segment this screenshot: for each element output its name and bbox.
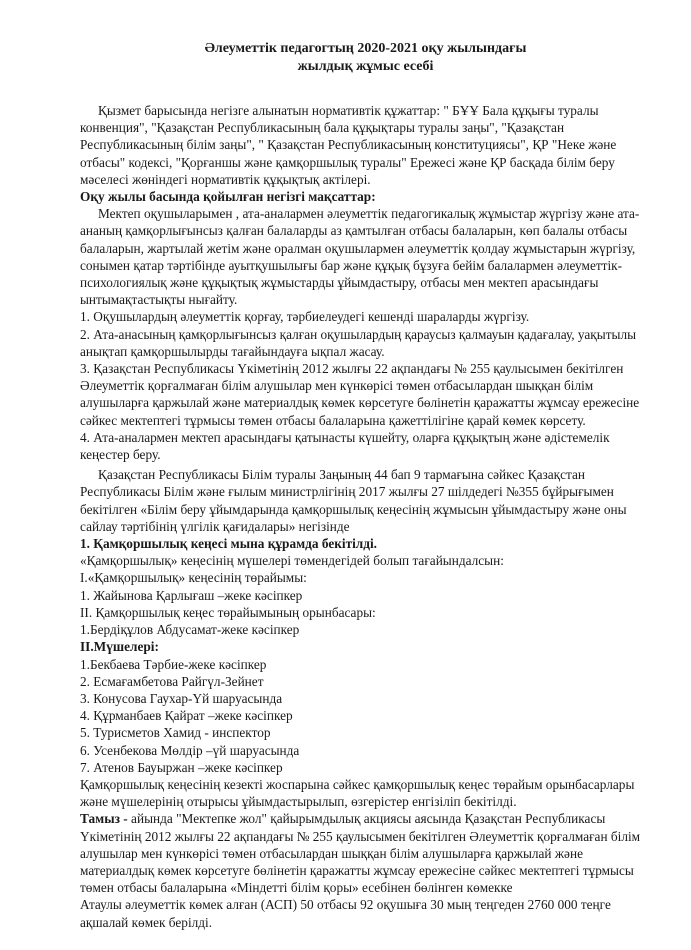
chair-heading: І.«Қамқоршылық» кеңесінің төрайымы: — [80, 570, 307, 586]
plan-paragraph: Қамқоршылық кеңесінің кезекті жоспарына сәйкес қамқоршылық кеңес төрайым орынбасарлары және мүшелерінің отырысы ұйымдастырылып, өзгерістер енгізіліп бекітілді. — [80, 776, 635, 810]
members-heading: ІІ.Мүшелері: — [80, 639, 159, 655]
goal-item-2: 2. Ата-анасының қамқорлығынсыз қалған оқушылардың қараусыз қалмауын қадағалау, уақытылы анықтап қамқоршылырды тағайындауға ықпал жасау. — [80, 326, 637, 359]
member-item-3: 3. Конусова Гаухар-Үй шаруасында — [80, 690, 283, 706]
chair-name: 1. Жайынова Қарлығаш –жеке кәсіпкер — [80, 587, 303, 603]
august-text: айында "Мектепке жол" қайырымдылық акциясы аясында Қазақстан Республикасы Үкіметінің 2012 жылғы 22 ақпандағы № 255 қаулысымен бекітілген Әлеуметтік қорғалмаған білім алушылар мен күнкөрісі төмен отбасылардан шыққан білім алушыларға қаржылай және материалдық көмек көрсетуге бөлінетін қаражатты жұмсау ережесіне сәйкес мектептегі тұрмысы төмен отбасы балаларына «Міндетті білім қоры» есебінен бөлінген көмекке — [80, 811, 641, 896]
title-line-1: Әлеуметтік педагогтың 2020-2021 оқу жылындағы — [204, 41, 527, 56]
goal-item-1: 1. Оқушылардың әлеуметтік қорғау, тәрбиелеудегі кешенді шараларды жүргізу. — [80, 309, 530, 325]
goal-item-4: 4. Ата-аналармен мектеп арасындағы қатынасты күшейту, оларға құқықтың және әдістемелік кеңестер беру. — [80, 429, 610, 463]
deputy-name: 1.Бердіқұлов Абдусамат-жеке кәсіпкер — [80, 622, 300, 638]
member-item-4: 4. Құрманбаев Қайрат –жеке кәсіпкер — [80, 708, 293, 724]
council-heading: 1. Қамқоршылық кеңесі мына құрамда бекітілді. — [80, 536, 378, 552]
goal-item-3: 3. Қазақстан Республикасы Үкіметінің 2012 жылғы 22 ақпандағы № 255 қаулысымен бекітілген Әлеуметтік қорғалмаған білім алушылар мен күнкөрісі төмен отбасылардан шыққан білім алушыларға қаржылай және материалдық көмек көрсетуге бөлінетін қаражатты жұмсау ережесіне сәйкес мектептегі тұрмысы төмен отбасы балаларына қажеттілігіне қарай көмек көрсету. — [80, 361, 640, 428]
member-item-1: 1.Бекбаева Тәрбие-жеке кәсіпкер — [80, 656, 267, 672]
intro-paragraph: Қызмет барысында негізге алынатын нормативтік құжаттар: " БҰҰ Бала құқығы туралы конвенция", "Қазақстан Республикасының бала құқықтары туралы заңы", "Қазақстан Республикасының білім заңы", " Қазақстан Республикасының конституциясы", ҚР "Неке және отбасы" кодексі, "Қорғаншы және қамқоршылық туралы" Ережесі және ҚР басқада білім беру мәселесі жөніндегі нормативтік құқықтық актілері. — [80, 103, 617, 187]
august-label: Тамыз - — [80, 811, 128, 827]
august-paragraph — [80, 810, 651, 896]
deputy-heading: II. Қамқоршылық кеңес төрайымының орынбасары: — [80, 604, 376, 620]
goals-paragraph: Мектеп оқушыларымен , ата-аналармен әлеуметтік педагогикалық жұмыстар жүргізу және ата-ананың қамқорлығынсыз қалған балаларды аз қамтылған отбасы балаларын, көп балалы отбасы балаларын, жартылай жетім және оралман оқушылармен әлеуметтік қолдау жұмыстарын жүргізу, сонымен қатар тәртібінде ауытқушылығы бар және құқық бұзуға бейім балалармен әлеуметтік-психологиялық және құқықтық жұмыстарды ұйымдастыру, отбасы мен мектеп арасындағы ынтымақтастықты нығайту. — [80, 206, 640, 308]
document-title — [80, 40, 651, 76]
title-line-2: жылдық жұмыс есебі — [297, 59, 434, 74]
goals-heading: Оқу жылы басында қойылған негізгі мақсаттар: — [80, 189, 376, 205]
member-item-2: 2. Есмағамбетова Райгүл-Зейнет — [80, 673, 264, 689]
asp-paragraph: Атаулы әлеуметтік көмек алған (АСП) 50 отбасы 92 оқушыға 30 мың теңгеден 2760 000 теңге ақшалай көмек берілді. — [80, 897, 611, 930]
law-paragraph: Қазақстан Республикасы Білім туралы Заңының 44 бап 9 тармағына сәйкес Қазақстан Республикасы Білім және ғылым министрлігінің 2017 жылғы 27 шілдедегі №355 бұйрығымен бекітілген «Білім беру ұйымдарында қамқоршылық кеңесінің жұмысын ұйымдастыру және оны сайлау тәртібінің үлгілік қағидалары» негізінде — [80, 467, 627, 534]
member-item-6: 6. Усенбекова Мөлдір –үй шаруасында — [80, 742, 300, 758]
document-body — [80, 102, 651, 931]
member-item-7: 7. Атенов Бауыржан –жеке кәсіпкер — [80, 759, 283, 775]
council-intro: «Қамқоршылық» кеңесінің мүшелері төмендегідей болып тағайындалсын: — [80, 553, 504, 569]
member-item-5: 5. Турисметов Хамид - инспектор — [80, 725, 271, 741]
